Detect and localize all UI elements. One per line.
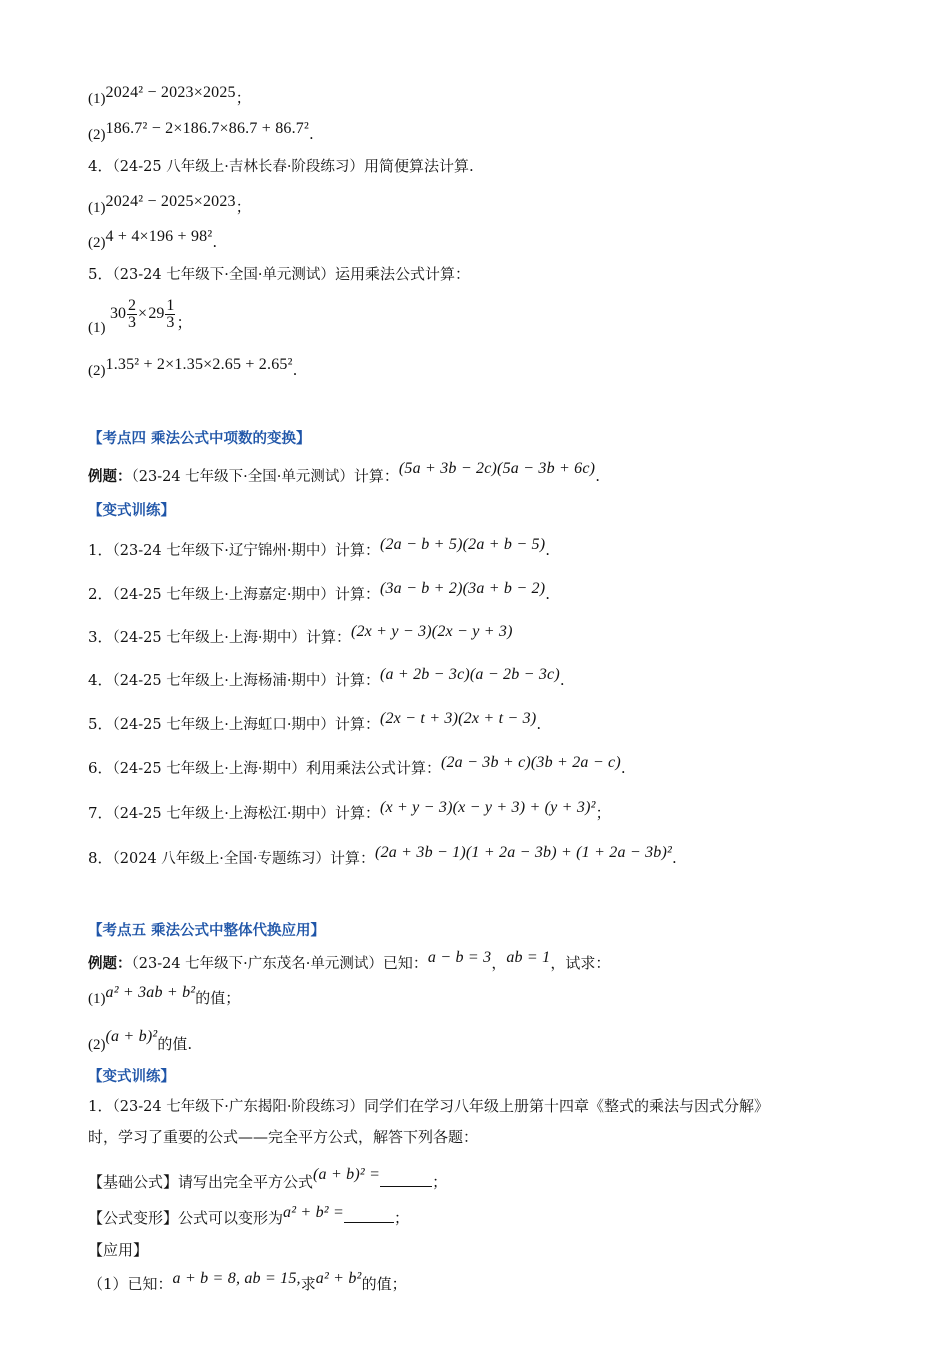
variant-6: 6．（24-25 七年级上·上海·期中）利用乘法公式计算：(2a − 3b + c)(3b + 2a − c). — [88, 754, 626, 777]
section-heading-4: 【考点四 乘法公式中项数的变换】 — [88, 431, 311, 447]
fraction: $\frac{2}{3}$ — [128, 297, 136, 331]
math-expression: (3a − b + 2)(3a + b − 2) — [379, 580, 546, 597]
variant-1: 1．（23-24 七年级下·辽宁锦州·期中）计算：(2a − b + 5)(2a + b − 5). — [88, 536, 551, 559]
mixed-number-expression: 30 $\frac{2}{3}$ × 29 $\frac{1}{3}$ ； — [110, 297, 193, 333]
problem-3-part-2: (2)186.7² − 2×186.7×86.7 + 86.7². — [88, 120, 314, 143]
problem-source: （23-24 七年级下·广东茂名·单元测试） — [131, 956, 383, 972]
math-expression: 186.7² − 2×186.7×86.7 + 86.7² — [105, 120, 309, 137]
variant-5-1-heading: 1．（23-24 七年级下·广东揭阳·阶段练习）同学们在学习八年级上册第十四章《整式的乘法与因式分解》 — [88, 1097, 769, 1115]
example-4: 例题：（23-24 七年级下·全国·单元测试）计算：(5a + 3b − 2c)(5a − 3b + 6c). — [88, 460, 600, 485]
formula-variation: 【公式变形】公式可以变形为a² + b² = ； — [88, 1204, 410, 1227]
problem-source: （24-25 七年级上·上海松江·期中） — [112, 806, 335, 822]
problem-4-heading: 4．（24-25 八年级上·吉林长春·阶段练习）用简便算法计算. — [88, 157, 474, 175]
math-expression: (2a − 3b + c)(3b + 2a − c) — [440, 754, 621, 771]
problem-4-part-2: (2)4 + 4×196 + 98². — [88, 228, 218, 251]
math-expression: ab = 1 — [506, 949, 551, 966]
variant-7: 7．（24-25 七年级上·上海松江·期中）计算：(x + y − 3)(x − y + 3) + (y + 3)²； — [88, 799, 611, 822]
math-expression: 4 + 4×196 + 98² — [105, 228, 213, 245]
problem-source: （24-25 八年级上·吉林长春·阶段练习） — [112, 159, 364, 175]
problem-5-part-2: (2)1.35² + 2×1.35×2.65 + 2.65². — [88, 356, 298, 379]
math-expression: 2024² − 2023×2025 — [105, 84, 236, 101]
math-expression: (2x + y − 3)(2x − y + 3) — [350, 623, 513, 640]
basic-formula: 【基础公式】请写出完全平方公式(a + b)² = ； — [88, 1166, 448, 1191]
math-expression: 1.35² + 2×1.35×2.65 + 2.65² — [105, 356, 293, 373]
math-expression: (2a − b + 5)(2a + b − 5) — [379, 536, 546, 553]
problem-source: （24-25 七年级上·上海虹口·期中） — [112, 717, 335, 733]
answer-blank[interactable] — [344, 1208, 394, 1223]
math-expression: a² + 3ab + b² — [105, 984, 196, 1001]
problem-source: （24-25 七年级上·上海·期中） — [112, 761, 306, 777]
math-expression: (5a + 3b − 2c)(5a − 3b + 6c) — [398, 460, 596, 477]
problem-source: （24-25 七年级上·上海嘉定·期中） — [112, 587, 335, 603]
problem-5-heading: 5．（23-24 七年级下·全国·单元测试）运用乘法公式计算： — [88, 265, 470, 283]
section-heading-5: 【考点五 乘法公式中整体代换应用】 — [88, 923, 326, 939]
variant-training-heading: 【变式训练】 — [88, 503, 175, 519]
variant-training-heading: 【变式训练】 — [88, 1069, 175, 1085]
math-expression: (x + y − 3)(x − y + 3) + (y + 3)² — [379, 799, 596, 816]
problem-source: （23-24 七年级下·全国·单元测试） — [112, 267, 335, 283]
variant-3: 3．（24-25 七年级上·上海·期中）计算：(2x + y − 3)(2x − y + 3) — [88, 623, 513, 646]
application-part-1: （1）已知：a + b = 8, ab = 15,求a² + b²的值； — [88, 1270, 407, 1293]
problem-4-part-1: (1)2024² − 2025×2023； — [88, 193, 251, 216]
fraction: $\frac{1}{3}$ — [166, 297, 175, 331]
problem-5-part-1: (1) 30 $\frac{2}{3}$ × 29 $\frac{1}{3}$ ； — [88, 297, 193, 336]
problem-source: （24-25 七年级上·上海杨浦·期中） — [112, 673, 335, 689]
math-expression: a + b = 8, ab = 15, — [172, 1270, 301, 1287]
math-expression: (a + b)² — [105, 1028, 158, 1045]
variant-5: 5．（24-25 七年级上·上海虹口·期中）计算：(2x − t + 3)(2x + t − 3). — [88, 710, 542, 733]
variant-2: 2．（24-25 七年级上·上海嘉定·期中）计算：(3a − b + 2)(3a + b − 2). — [88, 580, 551, 603]
example-5-part-1: (1)a² + 3ab + b²的值； — [88, 984, 241, 1007]
math-expression: a − b = 3 — [427, 949, 492, 966]
variant-4: 4．（24-25 七年级上·上海杨浦·期中）计算：(a + 2b − 3c)(a − 2b − 3c). — [88, 666, 565, 689]
variant-8: 8．（2024 八年级上·全国·专题练习）计算：(2a + 3b − 1)(1 + 2a − 3b) + (1 + 2a − 3b)². — [88, 844, 677, 867]
problem-source: （2024 八年级上·全国·专题练习） — [112, 851, 331, 867]
math-expression: (2a + 3b − 1)(1 + 2a − 3b) + (1 + 2a − 3b)² — [375, 844, 672, 861]
application-heading: 【应用】 — [88, 1241, 149, 1259]
math-expression: a² + b² — [315, 1270, 362, 1287]
math-expression: (a + b)² = — [313, 1166, 381, 1183]
problem-source: （23-24 七年级下·广东揭阳·阶段练习） — [112, 1099, 364, 1115]
math-expression: a² + b² = — [283, 1204, 345, 1221]
example-5-part-2: (2)(a + b)²的值. — [88, 1028, 193, 1053]
problem-source: （24-25 七年级上·上海·期中） — [112, 630, 306, 646]
answer-blank[interactable] — [380, 1172, 432, 1187]
problem-source: （23-24 七年级下·辽宁锦州·期中） — [112, 543, 335, 559]
problem-source: （23-24 七年级下·全国·单元测试） — [131, 469, 354, 485]
math-expression: (2x − t + 3)(2x + t − 3) — [379, 710, 537, 727]
math-expression: 2024² − 2025×2023 — [105, 193, 236, 210]
variant-5-1-continued: 时，学习了重要的公式——完全平方公式，解答下列各题： — [88, 1128, 479, 1146]
problem-3-part-1: (1)2024² − 2023×2025； — [88, 84, 251, 107]
example-5: 例题：（23-24 七年级下·广东茂名·单元测试）已知：a − b = 3，ab = 1，试求： — [88, 949, 611, 972]
math-expression: (a + 2b − 3c)(a − 2b − 3c) — [379, 666, 560, 683]
